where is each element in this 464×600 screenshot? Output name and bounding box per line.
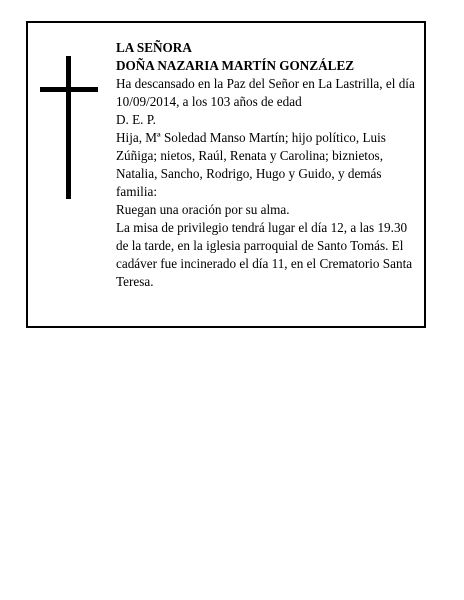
cross-vertical-bar: [66, 56, 71, 199]
obituary-notice: [26, 21, 426, 328]
mass-details: La misa de privilegio tendrá lugar el día 12, a las 19.30 de la tarde, en la iglesia parroquial de Santo Tomás. El cadáver fue incinerado el día 11, en el Crematorio Santa Teresa.: [116, 220, 413, 289]
notice-heading-title: LA SEÑORA: [116, 40, 192, 55]
rip-abbreviation: D. E. P.: [116, 112, 156, 127]
prayer-request: Ruegan una oración por su alma.: [116, 202, 290, 217]
family-list: Hija, Mª Soledad Manso Martín; hijo político, Luis Zúñiga; nietos, Raúl, Renata y Carolina; biznietos, Natalia, Sancho, Rodrigo, Hugo y Guido, y demás familia:: [116, 130, 386, 199]
deceased-name: DOÑA NAZARIA MARTÍN GONZÁLEZ: [116, 58, 355, 73]
notice-text: [116, 39, 422, 291]
passing-statement: Ha descansado en la Paz del Señor en La Lastrilla, el día 10/09/2014, a los 103 años de edad: [116, 76, 415, 109]
cross-icon: [40, 56, 98, 199]
cross-horizontal-bar: [40, 87, 98, 92]
